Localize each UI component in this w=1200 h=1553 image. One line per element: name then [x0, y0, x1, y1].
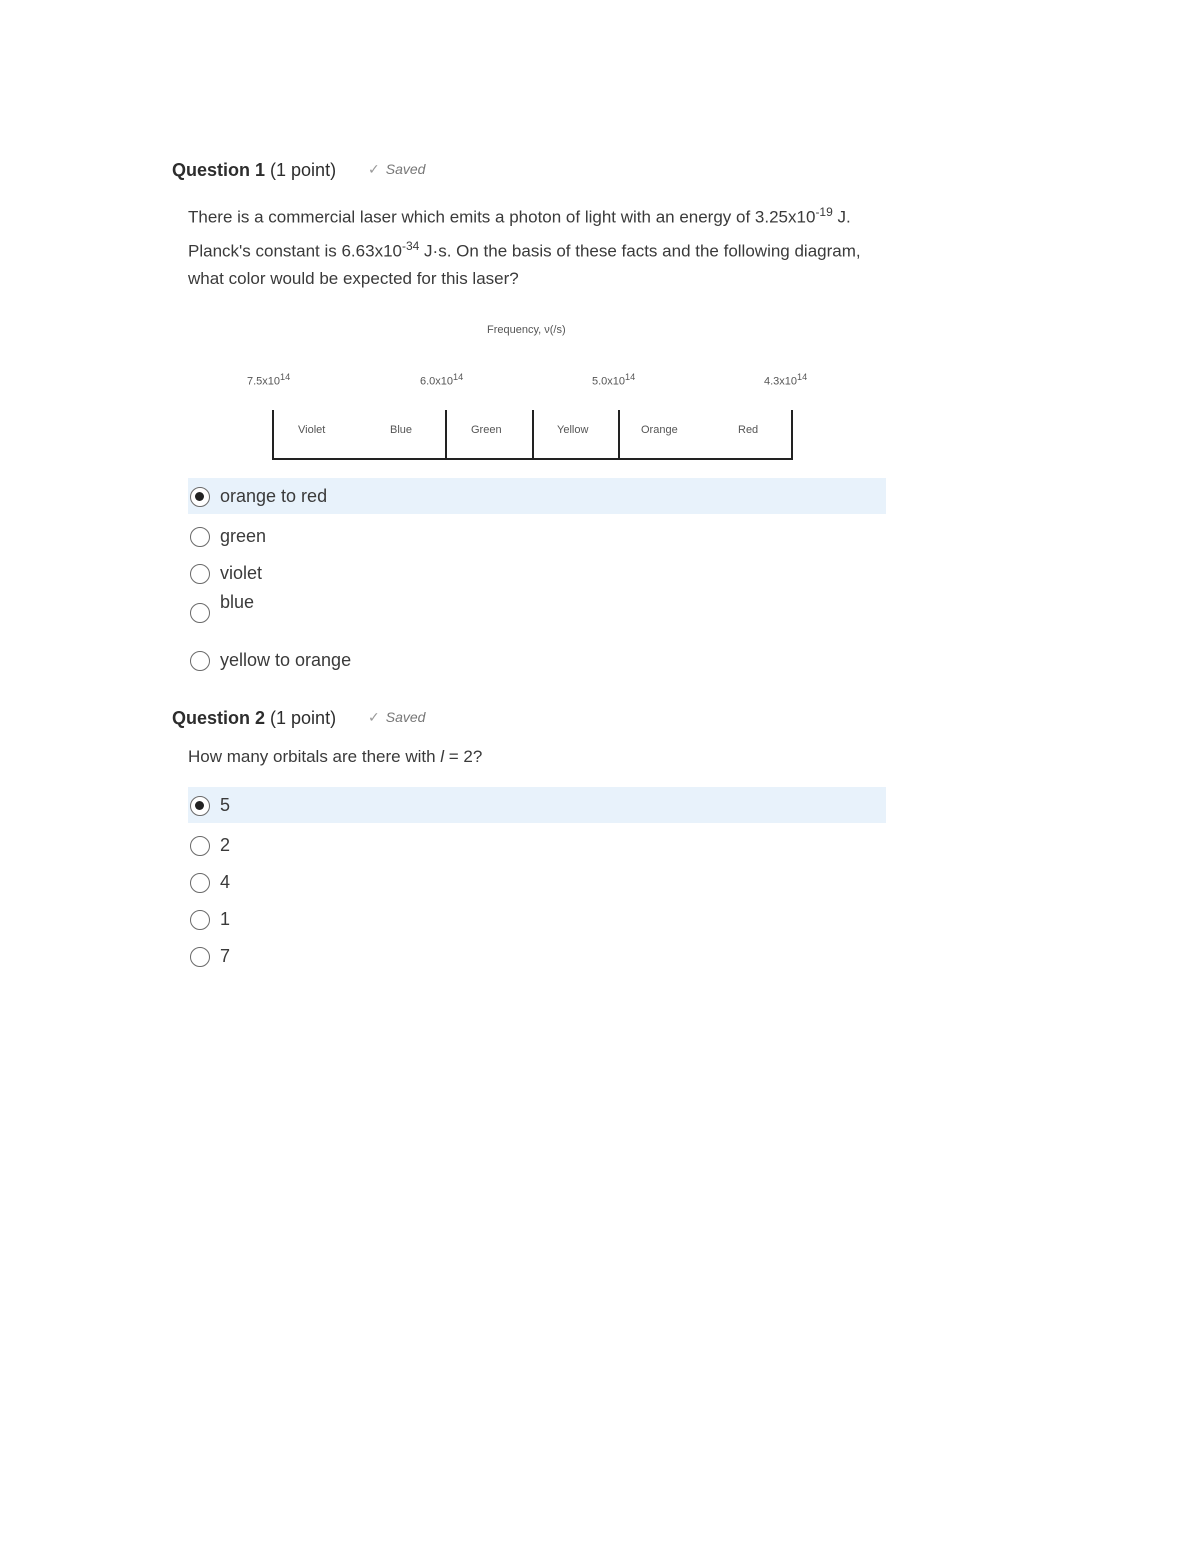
- q2-option-2[interactable]: 2: [188, 827, 886, 863]
- tick-label: $6.0x10^{14}$: [420, 372, 464, 388]
- q2-option-5[interactable]: 5: [188, 787, 886, 823]
- color-band-label: Orange: [641, 424, 678, 436]
- tick-label: $7.5x10^{14}$: [247, 372, 291, 388]
- band-divider: [445, 410, 447, 460]
- band-divider: [272, 410, 274, 460]
- band-divider: [791, 410, 793, 460]
- question-1-header: [172, 160, 426, 181]
- q1-option-yellow-to-orange[interactable]: yellow to orange: [188, 642, 886, 678]
- question-number: Question 1: [172, 160, 266, 180]
- tick-label: $5.0x10^{14}$: [592, 372, 636, 388]
- q2-option-4[interactable]: 4: [188, 864, 886, 900]
- question-points: (1 point): [270, 160, 337, 180]
- check-icon: ✓: [368, 709, 380, 725]
- question-number: Question 2: [172, 708, 266, 728]
- radio-selected-icon[interactable]: [190, 487, 210, 507]
- color-band-label: Yellow: [557, 424, 589, 436]
- question-1-text: There is a commercial laser which emits a photon of light with an energy of $3.25x10^{-19}$ J. Planck's constant is $6.63x10^{-34}$ J·s. On the basis of these facts and the following diagram, what color would be expected for this laser?: [188, 205, 861, 289]
- tick-label: $4.3x10^{14}$: [764, 372, 808, 388]
- q1-option-orange-to-red[interactable]: orange to red: [188, 478, 886, 514]
- question-points: (1 point): [270, 708, 337, 728]
- radio-icon[interactable]: [190, 873, 210, 893]
- saved-status: ✓ Saved: [368, 161, 426, 177]
- check-icon: ✓: [368, 161, 380, 177]
- q2-option-1[interactable]: 1: [188, 901, 886, 937]
- color-band-label: Violet: [298, 424, 326, 436]
- radio-icon[interactable]: [190, 836, 210, 856]
- q1-option-violet[interactable]: violet: [188, 555, 886, 591]
- spectrum-diagram: [180, 300, 900, 470]
- q2-option-7[interactable]: 7: [188, 938, 886, 974]
- radio-icon[interactable]: [190, 651, 210, 671]
- radio-icon[interactable]: [190, 527, 210, 547]
- q1-option-green[interactable]: green: [188, 518, 886, 554]
- radio-icon[interactable]: [190, 910, 210, 930]
- question-2-header: [172, 708, 426, 729]
- spectrum-baseline: [272, 458, 793, 460]
- radio-icon[interactable]: [190, 947, 210, 967]
- color-band-label: Blue: [390, 424, 413, 436]
- question-2-text: How many orbitals are there with l = 2?: [188, 747, 483, 766]
- saved-status: ✓ Saved: [368, 709, 426, 725]
- radio-selected-icon[interactable]: [190, 796, 210, 816]
- q1-option-blue[interactable]: blue: [188, 592, 886, 628]
- color-band-label: Red: [738, 424, 759, 436]
- radio-icon[interactable]: [190, 564, 210, 584]
- radio-icon[interactable]: [190, 603, 210, 623]
- axis-title: Frequency, ν(/s): [487, 324, 566, 336]
- band-divider: [618, 410, 620, 460]
- band-divider: [532, 410, 534, 460]
- color-band-label: Green: [471, 424, 502, 436]
